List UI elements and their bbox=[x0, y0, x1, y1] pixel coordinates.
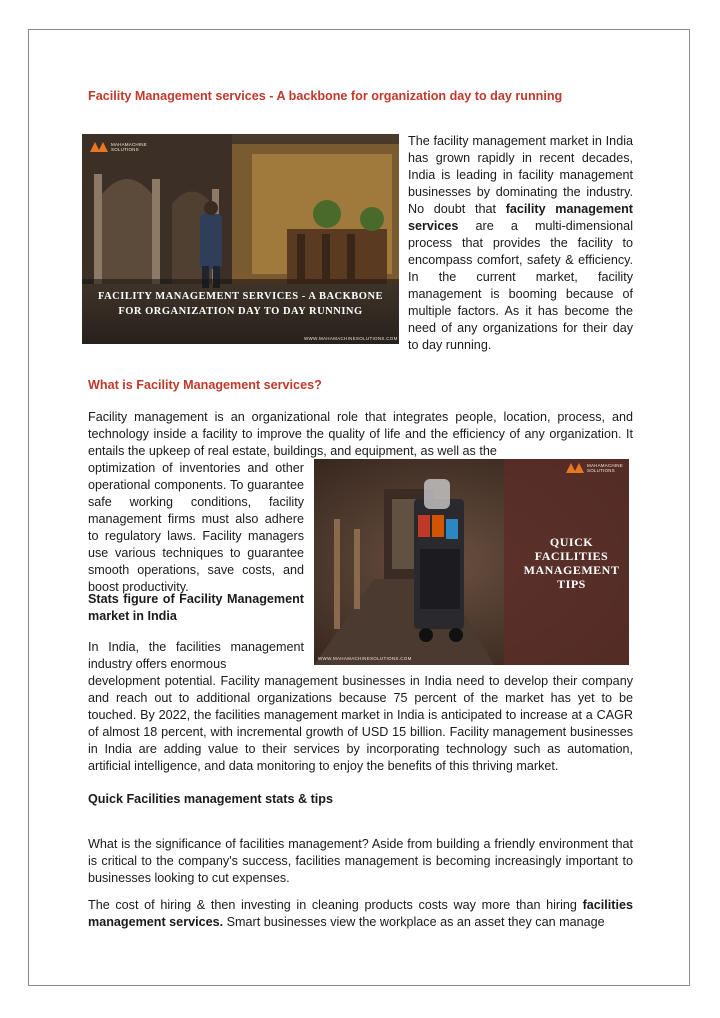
section2-paragraph-wrap: In India, the facilities management industry offers enormous bbox=[88, 640, 304, 671]
intro-text-1: The facility management market in India has grown rapidly in recent decades, India is leading in facility management businesses by dominating the industry. No doubt that bbox=[408, 134, 633, 216]
brand-name-2: MAHAMACHINE SOLUTIONS bbox=[587, 463, 623, 473]
brand-name: MAHAMACHINE SOLUTIONS bbox=[111, 142, 147, 152]
section3-paragraph-1: What is the significance of facilities management? Aside from building a friendly environment that is critical to the company's success, facilities management is becoming increasingly important to businesses looking to cut expenses. bbox=[88, 837, 633, 885]
banner-line-2: FOR ORGANIZATION DAY TO DAY RUNNING bbox=[118, 306, 363, 317]
banner-line-1: FACILITY MANAGEMENT SERVICES - A BACKBONE bbox=[97, 291, 384, 302]
brand-mark-icon-2 bbox=[566, 463, 584, 473]
tips-line-4: TIPS bbox=[557, 577, 586, 591]
intro-text-2: are a multi-dimensional process that provides the facility to encompass comfort, safety & efficiency. In the current market, facility management is booming because of multiple factors. As it has become the need of any organizations for their day to day running. bbox=[408, 219, 633, 352]
section3-paragraph-2-bold: facilities management services. bbox=[88, 898, 633, 929]
brand-mark-icon bbox=[90, 142, 108, 152]
banner-url: WWW.MAHAMACHINESOLUTIONS.COM bbox=[304, 336, 398, 341]
section-heading-quick-tips: Quick Facilities management stats & tips bbox=[88, 792, 333, 806]
facility-management-banner-image bbox=[82, 134, 399, 344]
tips-line-3: MANAGEMENT bbox=[523, 563, 620, 577]
section3-paragraph-2-text-2: Smart businesses view the workplace as an asset they can manage bbox=[223, 915, 605, 929]
section3-paragraph-2 bbox=[88, 897, 633, 931]
section1-paragraph-wrap: optimization of inventories and other operational components. To guarantee safe working conditions, facility management firms must also adhere to regulatory laws. Facility managers use various techniques to guarantee smooth operations, save costs, and boost productivity. bbox=[88, 461, 304, 594]
tips-url: WWW.MAHAMACHINESOLUTIONS.COM bbox=[318, 656, 412, 661]
tips-line-2: FACILITIES bbox=[534, 549, 609, 563]
intro-paragraph bbox=[408, 133, 633, 354]
section1-paragraph-full: Facility management is an organizational role that integrates people, location, process, and technology inside a facility to improve the quality of life and the efficiency of any organization. It entails the upkeep of real estate, buildings, and equipment, as well as the bbox=[88, 410, 633, 458]
brand-logo bbox=[90, 142, 147, 152]
section2-paragraph-full: development potential. Facility management businesses in India need to develop their company and reach out to additional organizations because 75 percent of the market has yet to be touched. By 2022, the facilities management market in India is anticipated to increase at a CAGR of almost 18 percent, with incremental growth of USD 15 billion. Facility management businesses in India are adding value to their services by incorporating technology such as automation, artificial intelligence, and data monitoring to enjoy the benefits of this thriving market. bbox=[88, 674, 633, 773]
document-title: Facility Management services - A backbone for organization day to day running bbox=[88, 89, 563, 103]
quick-tips-image bbox=[314, 459, 629, 665]
intro-bold: facility management services bbox=[408, 202, 633, 233]
tips-line-1: QUICK bbox=[549, 535, 594, 549]
section-heading-what-is: What is Facility Management services? bbox=[88, 378, 322, 392]
section-heading-stats: Stats figure of Facility Management market in India bbox=[88, 592, 304, 623]
section3-paragraph-2-text-1: The cost of hiring & then investing in cleaning products costs way more than hiring bbox=[88, 898, 583, 912]
brand-logo-2 bbox=[566, 463, 623, 473]
